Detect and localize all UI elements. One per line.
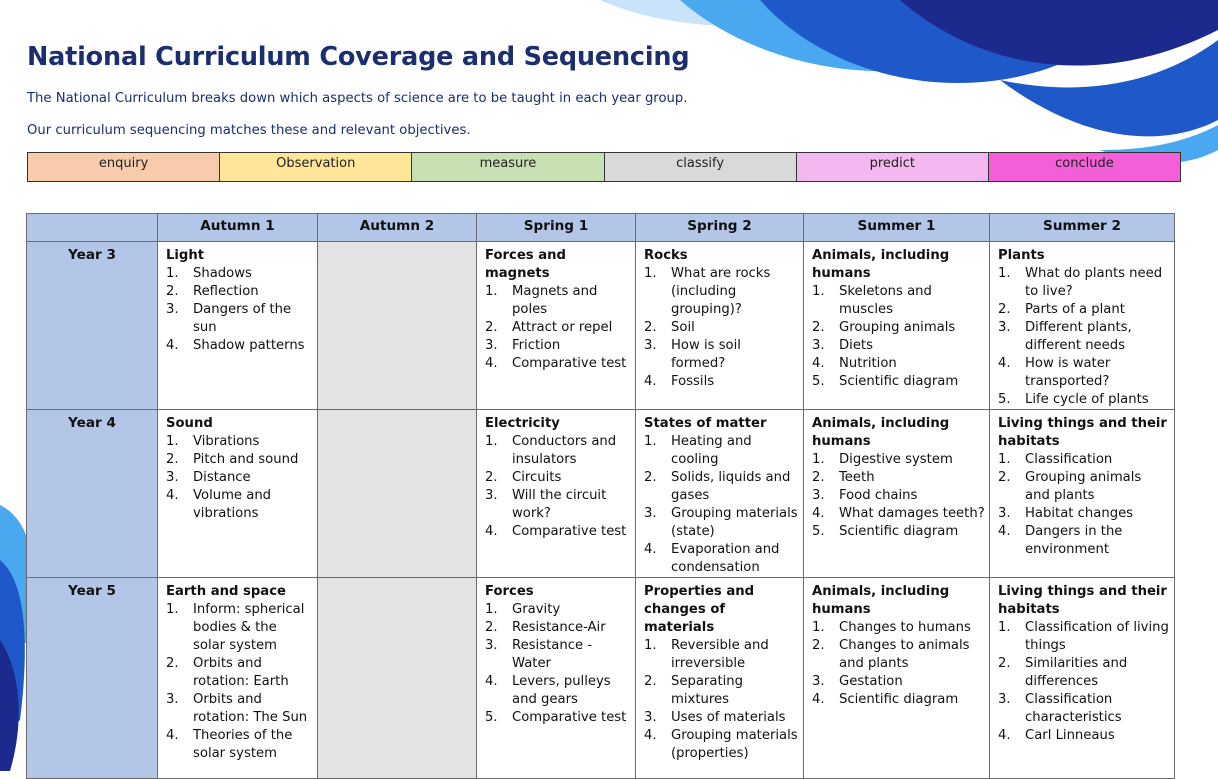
list-item-text: Gestation (839, 674, 903, 689)
list-item (812, 487, 985, 505)
list-item-text: Grouping animals (839, 320, 956, 335)
list-item-text: Shadows (193, 266, 252, 281)
list-item-text: Inform: spherical bodies & the solar system (193, 602, 305, 653)
list-item (485, 601, 631, 619)
unit-topic-list (485, 283, 631, 373)
unit-title: Properties and changes of materials (644, 584, 755, 635)
list-item-text: Reflection (193, 284, 259, 299)
list-item-text: Scientific diagram (839, 374, 959, 389)
list-item-number: 3. (166, 470, 179, 485)
list-item-number: 2. (166, 284, 179, 299)
empty-term-cell (318, 578, 477, 779)
list-item-number: 1. (644, 434, 657, 449)
unit-topic-list (644, 433, 799, 577)
list-item (166, 727, 313, 763)
unit-title: Rocks (644, 248, 688, 263)
list-item (644, 319, 799, 337)
list-item (998, 355, 1170, 391)
list-item-number: 4. (644, 728, 657, 743)
list-item-text: Shadow patterns (193, 338, 305, 353)
list-item-text: Scientific diagram (839, 524, 959, 539)
list-item-text: Heating and cooling (671, 434, 752, 467)
list-item-number: 1. (485, 434, 498, 449)
list-item-number: 4. (812, 506, 825, 521)
list-item (485, 433, 631, 469)
list-item-number: 4. (485, 524, 498, 539)
list-item-number: 3. (644, 338, 657, 353)
list-item-number: 2. (812, 320, 825, 335)
list-item (998, 727, 1170, 745)
list-item-text: Classification (1025, 452, 1113, 467)
list-item-text: Teeth (839, 470, 875, 485)
unit-cell (158, 242, 318, 410)
list-item-number: 3. (998, 506, 1011, 521)
list-item-text: Distance (193, 470, 251, 485)
list-item (485, 283, 631, 319)
list-item-number: 4. (998, 524, 1011, 539)
list-item-text: Evaporation and condensation (671, 542, 780, 575)
unit-title: Living things and their habitats (998, 416, 1167, 449)
list-item (812, 619, 985, 637)
term-header: Spring 1 (477, 214, 636, 242)
list-item-number: 3. (812, 338, 825, 353)
list-item-number: 3. (644, 710, 657, 725)
list-item (485, 709, 631, 727)
list-item-text: Separating mixtures (671, 674, 744, 707)
list-item (485, 469, 631, 487)
unit-cell (158, 578, 318, 779)
list-item (998, 265, 1170, 301)
term-header: Summer 1 (804, 214, 990, 242)
list-item-text: Changes to humans (839, 620, 971, 635)
list-item (812, 523, 985, 541)
list-item (166, 691, 313, 727)
list-item-number: 4. (998, 356, 1011, 371)
list-item (644, 433, 799, 469)
list-item (998, 391, 1170, 409)
list-item-number: 3. (485, 338, 498, 353)
term-header: Summer 2 (990, 214, 1175, 242)
list-item-number: 4. (166, 728, 179, 743)
list-item (644, 709, 799, 727)
list-item-number: 3. (485, 488, 498, 503)
key-conclude: conclude (989, 153, 1180, 181)
year-label: Year 3 (27, 242, 158, 410)
list-item-text: Changes to animals and plants (839, 638, 970, 671)
list-item (812, 283, 985, 319)
unit-title: Animals, including humans (812, 584, 950, 617)
list-item-text: Gravity (512, 602, 561, 617)
year-label: Year 5 (27, 578, 158, 779)
list-item (998, 619, 1170, 655)
list-item (998, 301, 1170, 319)
list-item-text: Soil (671, 320, 695, 335)
unit-topic-list (166, 601, 313, 763)
unit-title: States of matter (644, 416, 767, 431)
table-header-row (27, 214, 1175, 242)
unit-cell (804, 578, 990, 779)
list-item-text: Life cycle of plants (1025, 392, 1149, 407)
list-item (485, 319, 631, 337)
list-item-text: Orbits and rotation: Earth (193, 656, 289, 689)
term-header: Autumn 2 (318, 214, 477, 242)
list-item-text: Classification of living things (1025, 620, 1169, 653)
list-item (998, 505, 1170, 523)
unit-title: Electricity (485, 416, 560, 431)
unit-cell (804, 410, 990, 578)
unit-cell (636, 242, 804, 410)
list-item-number: 2. (166, 656, 179, 671)
list-item (812, 319, 985, 337)
unit-topic-list (812, 283, 985, 391)
list-item (812, 469, 985, 487)
unit-topic-list (485, 433, 631, 541)
list-item-number: 5. (485, 710, 498, 725)
list-item (166, 655, 313, 691)
list-item-text: Digestive system (839, 452, 953, 467)
list-item (166, 265, 313, 283)
list-item-number: 2. (644, 470, 657, 485)
list-item-number: 2. (998, 656, 1011, 671)
list-item (166, 451, 313, 469)
list-item-number: 4. (812, 692, 825, 707)
skills-key (27, 152, 1181, 182)
list-item-text: Fossils (671, 374, 715, 389)
list-item-number: 3. (485, 638, 498, 653)
list-item (166, 469, 313, 487)
list-item-text: Magnets and poles (512, 284, 598, 317)
list-item-number: 3. (166, 692, 179, 707)
list-item-text: Vibrations (193, 434, 260, 449)
list-item-number: 1. (485, 284, 498, 299)
list-item (812, 355, 985, 373)
list-item-text: Classification characteristics (1025, 692, 1122, 725)
list-item-number: 3. (812, 674, 825, 689)
unit-cell (636, 578, 804, 779)
unit-title: Living things and their habitats (998, 584, 1167, 617)
list-item-number: 1. (166, 602, 179, 617)
list-item (485, 337, 631, 355)
list-item-number: 4. (998, 728, 1011, 743)
table-row (27, 242, 1175, 410)
intro-paragraph-2: Our curriculum sequencing matches these and relevant objectives. (27, 123, 471, 138)
list-item-text: Theories of the solar system (193, 728, 293, 761)
list-item-text: Carl Linneaus (1025, 728, 1115, 743)
list-item-number: 1. (166, 266, 179, 281)
list-item-text: Resistance - Water (512, 638, 593, 671)
list-item (812, 451, 985, 469)
key-enquiry: enquiry (28, 153, 220, 181)
list-item (644, 727, 799, 763)
list-item (998, 451, 1170, 469)
list-item-text: Resistance-Air (512, 620, 606, 635)
list-item-number: 4. (485, 356, 498, 371)
list-item (485, 637, 631, 673)
list-item (485, 487, 631, 523)
list-item-text: Solids, liquids and gases (671, 470, 791, 503)
list-item-number: 5. (998, 392, 1011, 407)
list-item-number: 1. (644, 638, 657, 653)
year-label: Year 4 (27, 410, 158, 578)
unit-topic-list (812, 451, 985, 541)
list-item-text: Circuits (512, 470, 562, 485)
list-item-text: Dangers in the environment (1025, 524, 1123, 557)
list-item (644, 265, 799, 319)
list-item-text: What damages teeth? (839, 506, 985, 521)
list-item-number: 5. (812, 524, 825, 539)
list-item-text: Parts of a plant (1025, 302, 1125, 317)
list-item-text: Dangers of the sun (193, 302, 292, 335)
list-item (644, 637, 799, 673)
key-predict: predict (797, 153, 989, 181)
list-item-number: 1. (998, 266, 1011, 281)
list-item-number: 1. (812, 620, 825, 635)
unit-cell (990, 410, 1175, 578)
list-item-number: 3. (166, 302, 179, 317)
list-item (166, 433, 313, 451)
list-item-number: 3. (812, 488, 825, 503)
list-item (485, 619, 631, 637)
list-item-number: 4. (644, 542, 657, 557)
list-item-number: 2. (485, 470, 498, 485)
list-item-text: Skeletons and muscles (839, 284, 932, 317)
intro-paragraph-1: The National Curriculum breaks down which aspects of science are to be taught in each year group. (27, 91, 688, 106)
unit-title: Light (166, 248, 205, 263)
list-item-text: Grouping materials (state) (671, 506, 798, 539)
list-item (812, 505, 985, 523)
list-item-text: What are rocks (including grouping)? (671, 266, 771, 317)
list-item (998, 655, 1170, 691)
list-item (166, 337, 313, 355)
list-item-number: 4. (166, 338, 179, 353)
unit-cell (636, 410, 804, 578)
unit-topic-list (166, 265, 313, 355)
unit-topic-list (998, 451, 1170, 559)
list-item (998, 523, 1170, 559)
list-item-text: Food chains (839, 488, 918, 503)
list-item-text: Similarities and differences (1025, 656, 1128, 689)
unit-title: Animals, including humans (812, 416, 950, 449)
unit-title: Forces and magnets (485, 248, 566, 281)
list-item-number: 2. (998, 470, 1011, 485)
list-item (812, 691, 985, 709)
list-item-number: 2. (485, 320, 498, 335)
list-item (812, 637, 985, 673)
term-header: Autumn 1 (158, 214, 318, 242)
list-item (166, 487, 313, 523)
unit-cell (158, 410, 318, 578)
unit-topic-list (998, 619, 1170, 745)
list-item (166, 283, 313, 301)
list-item-number: 2. (812, 638, 825, 653)
unit-topic-list (812, 619, 985, 709)
list-item-text: Volume and vibrations (193, 488, 272, 521)
list-item (998, 319, 1170, 355)
list-item-number: 1. (812, 452, 825, 467)
list-item (485, 523, 631, 541)
list-item-text: Diets (839, 338, 873, 353)
list-item (812, 337, 985, 355)
list-item-number: 1. (812, 284, 825, 299)
list-item (644, 673, 799, 709)
list-item-text: Attract or repel (512, 320, 613, 335)
list-item-number: 1. (998, 452, 1011, 467)
list-item-text: Scientific diagram (839, 692, 959, 707)
list-item (644, 469, 799, 505)
list-item (998, 469, 1170, 505)
list-item-text: Grouping materials (properties) (671, 728, 798, 761)
header-corner-cell (27, 214, 158, 242)
list-item-text: Habitat changes (1025, 506, 1134, 521)
list-item (998, 691, 1170, 727)
unit-cell (990, 242, 1175, 410)
unit-title: Plants (998, 248, 1045, 263)
list-item-text: How is water transported? (1025, 356, 1111, 389)
list-item-number: 1. (166, 434, 179, 449)
list-item-number: 4. (485, 674, 498, 689)
unit-topic-list (485, 601, 631, 727)
list-item-text: What do plants need to live? (1025, 266, 1163, 299)
unit-cell (804, 242, 990, 410)
list-item-text: Uses of materials (671, 710, 786, 725)
list-item-number: 2. (812, 470, 825, 485)
list-item-text: Different plants, different needs (1025, 320, 1132, 353)
curriculum-table (26, 213, 1175, 779)
list-item-text: Levers, pulleys and gears (512, 674, 611, 707)
unit-title: Sound (166, 416, 213, 431)
list-item-number: 2. (485, 620, 498, 635)
unit-cell (477, 578, 636, 779)
table-row (27, 410, 1175, 578)
list-item-number: 3. (998, 692, 1011, 707)
term-header: Spring 2 (636, 214, 804, 242)
unit-topic-list (166, 433, 313, 523)
list-item-text: Nutrition (839, 356, 897, 371)
key-measure: measure (412, 153, 604, 181)
page-title: National Curriculum Coverage and Sequencing (27, 42, 690, 72)
list-item-number: 4. (812, 356, 825, 371)
list-item (644, 373, 799, 391)
list-item-number: 2. (644, 674, 657, 689)
list-item-text: Pitch and sound (193, 452, 299, 467)
key-observation: Observation (220, 153, 412, 181)
list-item-number: 2. (644, 320, 657, 335)
list-item-text: Reversible and irreversible (671, 638, 769, 671)
list-item-number: 4. (644, 374, 657, 389)
unit-topic-list (644, 637, 799, 763)
unit-title: Animals, including humans (812, 248, 950, 281)
list-item-text: Will the circuit work? (512, 488, 607, 521)
list-item-text: Comparative test (512, 356, 627, 371)
list-item-text: Grouping animals and plants (1025, 470, 1142, 503)
list-item (166, 301, 313, 337)
list-item-number: 2. (166, 452, 179, 467)
table-row (27, 578, 1175, 779)
list-item-number: 1. (998, 620, 1011, 635)
list-item (166, 601, 313, 655)
list-item-number: 1. (485, 602, 498, 617)
list-item-number: 4. (166, 488, 179, 503)
key-classify: classify (605, 153, 797, 181)
list-item-number: 3. (644, 506, 657, 521)
unit-topic-list (998, 265, 1170, 409)
list-item-text: Comparative test (512, 524, 627, 539)
list-item-text: Orbits and rotation: The Sun (193, 692, 308, 725)
empty-term-cell (318, 242, 477, 410)
list-item (812, 673, 985, 691)
list-item-text: Conductors and insulators (512, 434, 617, 467)
list-item-text: Friction (512, 338, 561, 353)
list-item (644, 337, 799, 373)
empty-term-cell (318, 410, 477, 578)
unit-topic-list (644, 265, 799, 391)
list-item (644, 541, 799, 577)
unit-title: Earth and space (166, 584, 286, 599)
list-item (812, 373, 985, 391)
list-item-number: 1. (644, 266, 657, 281)
list-item-text: Comparative test (512, 710, 627, 725)
list-item (644, 505, 799, 541)
unit-cell (990, 578, 1175, 779)
unit-cell (477, 410, 636, 578)
list-item-number: 5. (812, 374, 825, 389)
list-item (485, 355, 631, 373)
unit-title: Forces (485, 584, 534, 599)
unit-cell (477, 242, 636, 410)
list-item-number: 3. (998, 320, 1011, 335)
list-item-number: 2. (998, 302, 1011, 317)
list-item (485, 673, 631, 709)
list-item-text: How is soil formed? (671, 338, 741, 371)
